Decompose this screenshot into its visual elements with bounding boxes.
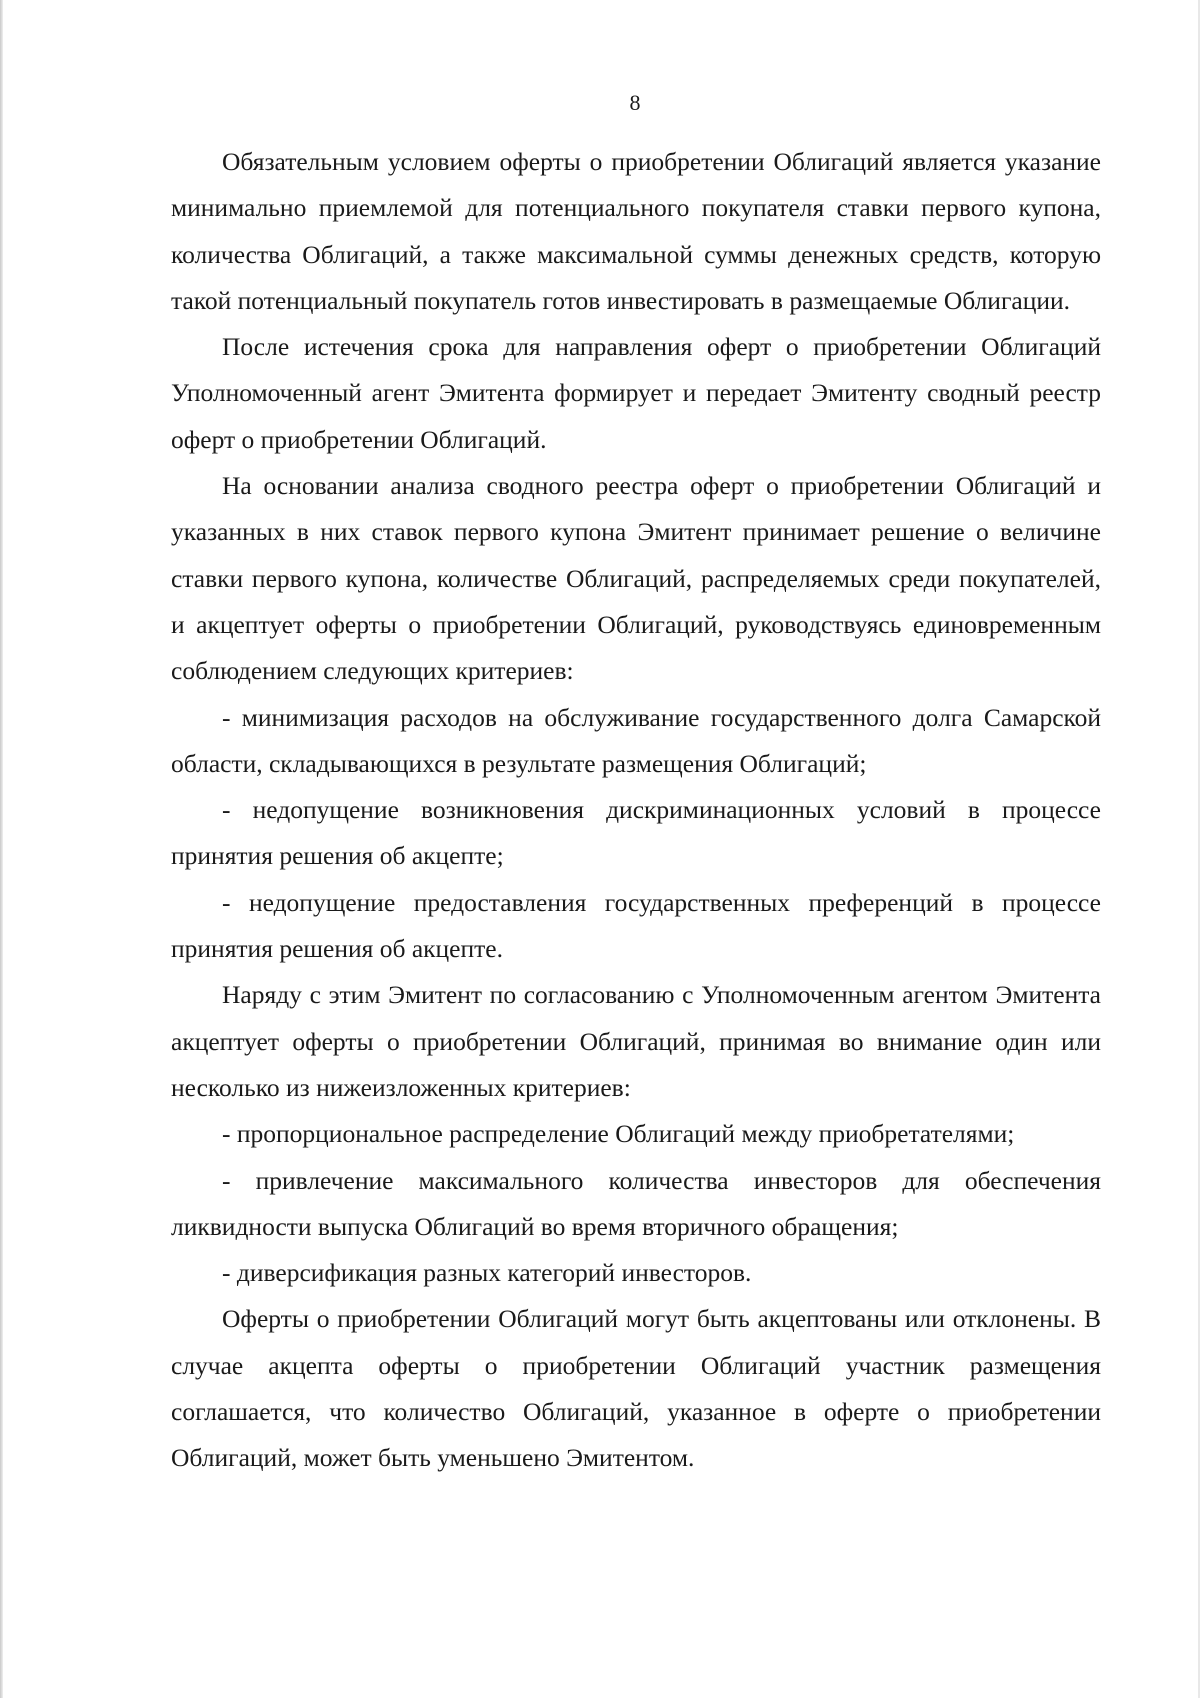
paragraph-offer-condition: Обязательным условием оферты о приобретении Облигаций является указание минимально приемлемой для потенциального покупателя ставки первого купона, количества Облигаций, а также максимальной суммы денежных средств, которую такой потенциальный покупатель готов инвестировать в размещаемые Облигации.: [171, 147, 1101, 315]
list-item-liquidity: - привлечение максимального количества инвесторов для обеспечения ликвидности выпуска Облигаций во время вторичного обращения;: [171, 1165, 1101, 1241]
document-body: [171, 139, 1101, 1482]
list-item-no-discrimination: - недопущение возникновения дискриминационных условий в процессе принятия решения об акцепте;: [171, 795, 1101, 871]
page-number: 8: [629, 90, 641, 115]
list-item-minimize-costs: - минимизация расходов на обслуживание государственного долга Самарской области, складывающихся в результате размещения Облигаций;: [171, 702, 1101, 778]
paragraph-registry: После истечения срока для направления оферт о приобретении Облигаций Уполномоченный агент Эмитента формирует и передает Эмитенту сводный реестр оферт о приобретении Облигаций.: [171, 332, 1101, 454]
paragraph-additional-criteria: Наряду с этим Эмитент по согласованию с Уполномоченным агентом Эмитента акцептует оферты о приобретении Облигаций, принимая во внимание один или несколько из нижеизложенных критериев:: [171, 980, 1101, 1102]
paragraph-acceptance: Оферты о приобретении Облигаций могут быть акцептованы или отклонены. В случае акцепта оферты о приобретении Облигаций участник размещения соглашается, что количество Облигаций, указанное в оферте о приобретении Облигаций, может быть уменьшено Эмитентом.: [171, 1304, 1101, 1473]
list-item-proportional: - пропорциональное распределение Облигаций между приобретателями;: [222, 1119, 1015, 1149]
paragraph-decision: На основании анализа сводного реестра оферт о приобретении Облигаций и указанных в них ставок первого купона Эмитент принимает решение о величине ставки первого купона, количестве Облигаций, распределяемых среди покупателей, и акцептует оферты о приобретении Облигаций, руководствуясь единовременным соблюдением следующих критериев:: [171, 471, 1101, 686]
scan-edge-left: [0, 0, 3, 1698]
list-item-no-preferences: - недопущение предоставления государственных преференций в процессе принятия решения об акцепте.: [171, 887, 1101, 964]
list-item-diversification: - диверсификация разных категорий инвесторов.: [222, 1258, 752, 1288]
